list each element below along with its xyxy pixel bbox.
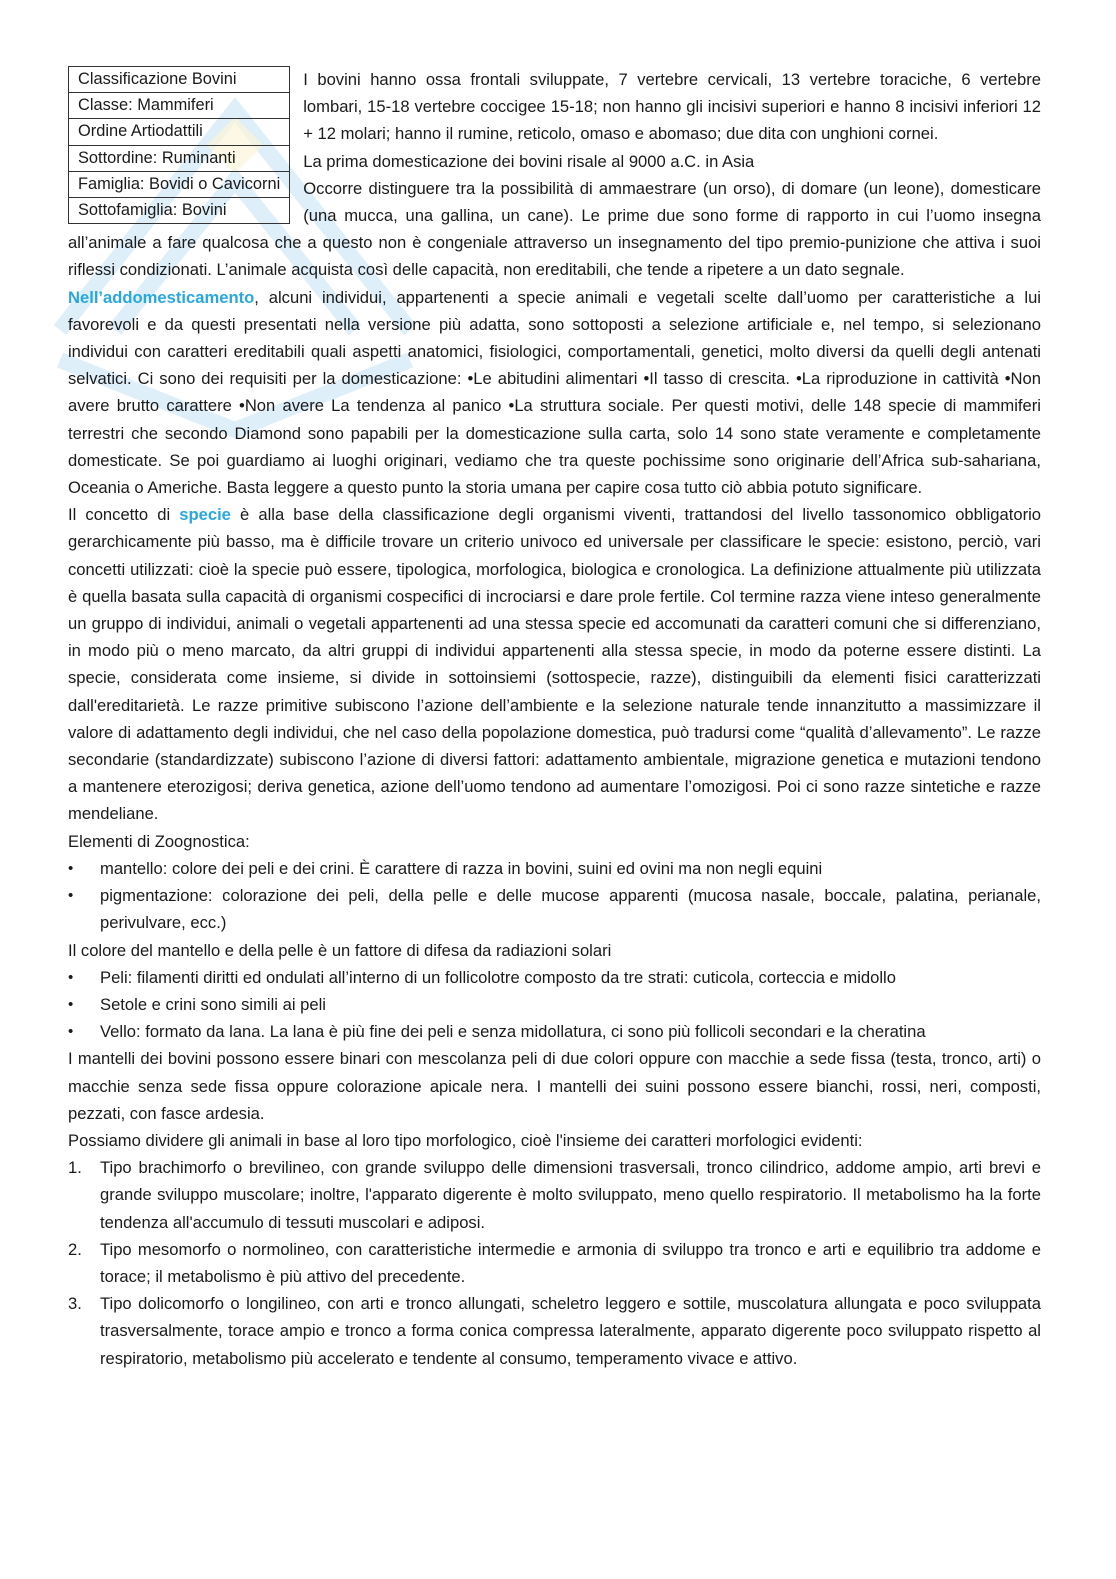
table-row: Classe: Mammiferi (69, 93, 290, 119)
table-row: Classificazione Bovini (69, 67, 290, 93)
table-row: Ordine Artiodattili (69, 119, 290, 145)
list-text: Tipo dolicomorfo o longilineo, con arti e tronco allungati, scheletro leggero e sottile, muscolatura allungata e poco sviluppata trasversalmente, torace ampio e tronco a forma conica compressa lateralmente, apparato digerente poco sviluppato rispetto al respiratorio, metabolismo più accelerato e tendente al consumo, temperamento vivace e attivo. (100, 1294, 1041, 1368)
zoognostica-list (68, 855, 1041, 937)
list-number: 3. (68, 1294, 82, 1314)
list-item: • mantello: colore dei peli e dei crini. È carattere di razza in bovini, suini ed ovini ma non negli equini (68, 855, 1041, 882)
list-item: • Vello: formato da lana. La lana è più fine dei peli e senza midollatura, ci sono più follicoli secondari e la cheratina (68, 1018, 1041, 1045)
domestication-heading: Nell’addomesticamento (68, 287, 255, 307)
zoognostica-title: Elementi di Zoognostica: (68, 831, 250, 851)
list-item: • Setole e crini sono simili ai peli (68, 991, 1041, 1018)
coat-list (68, 964, 1041, 1046)
morphology-intro: Possiamo dividere gli animali in base al loro tipo morfologico, cioè l'insieme dei caratteri morfologici evidenti: (68, 1130, 863, 1150)
species-text: è alla base della classificazione degli organismi viventi, trattandosi del livello tassonomico obbligatorio gerarchicamente più basso, ma è difficile trovare un criterio univoco ed universale per classificare le specie: esistono, perciò, vari concetti utilizzati: cioè la specie può essere, tipologica, morfologica, biologica e cronologica. La definizione attualmente più utilizzata è quella basata sulla capacità di organismi cospecifici di incrociarsi e dare prole fertile. Col termine razza viene inteso generalmente un gruppo di individui, animali o vegetali appartenenti ad una stessa specie ed accomunati da caratteri comuni che si differenziano, in modo più o meno marcato, da altri gruppi di individui appartenenti alla stessa specie, in modo da poterne essere distinti. La specie, considerata come insieme, si divide in sottoinsiemi (sottospecie, razze), distinguibili da elementi fisici caratterizzati dall'ereditarietà. Le razze primitive subiscono l’azione dell’ambiente e la selezione naturale tende innanzitutto a massimizzare il valore di adattamento degli individui, che nel caso della popolazione domestica, può tradursi come “qualità d’allevamento”. Le razze secondarie (standardizzate) subiscono l’azione di diversi fattori: adattamento ambientale, migrazione genetica e mutazioni tendono a mantenere eterozigosi; deriva genetica, azione dell’uomo tendono ad aumentare l’omozigosi. Poi ci sono razze sintetiche e razze mendeliane. (68, 505, 1042, 824)
list-text: Tipo mesomorfo o normolineo, con caratteristiche intermedie e armonia di sviluppo tra tronco e arti e equilibrio tra addome e torace; il metabolismo è più attivo del precedente. (100, 1239, 1041, 1286)
domestication-text: , alcuni individui, appartenenti a specie animali e vegetali scelte dall’uomo per caratteristiche a lui favorevoli e da questi presentati nella versione più adatta, sono sottoposti a selezione artificiale e, nel tempo, si selezionano individui con caratteri ereditabili quali aspetti anatomici, fisiologici, comportamentali, genetici, molto diversi da quelli degli antenati selvatici. Ci sono dei requisiti per la domesticazione: •Le abitudini alimentari •Il tasso di crescita. •La riproduzione in cattività •Non avere brutto carattere •Non avere La tendenza al panico •La struttura sociale. Per questi motivi, delle 148 specie di mammiferi terrestri che secondo Diamond sono papabili per la domesticazione sulla carta, solo 14 sono state veramente e completamente domesticate. Se poi guardiamo ai luoghi originari, vediamo che tra queste pochissime sono originarie dell’Africa sub-sahariana, Oceania o Americhe. Basta leggere a questo punto la storia umana per capire cosa tutto ciò abbia potuto significare. (68, 287, 1041, 498)
anatomy-paragraph: I bovini hanno ossa frontali sviluppate, 7 vertebre cervicali, 13 vertebre toraciche, 6 vertebre lombari, 15-18 vertebre coccigee 15-18; non hanno gli incisivi superiori e hanno 8 incisivi inferiori 12 + 12 molari; hanno il rumine, reticolo, omaso e abomaso; due dita con unghioni cornei. (303, 70, 1041, 144)
species-paragraph (68, 501, 1041, 827)
morphology-list (68, 1154, 1041, 1372)
list-text: Tipo brachimorfo o brevilineo, con grande sviluppo delle dimensioni trasversali, tronco cilindrico, addome ampio, arti brevi e grande sviluppo muscolare; inoltre, l'apparato digerente è molto sviluppato, meno quello respiratorio. Il metabolismo ha la forte tendenza all'accumulo di tessuti muscolari e adiposi. (100, 1158, 1041, 1232)
list-number: 2. (68, 1239, 82, 1259)
list-item: • Peli: filamenti diritti ed ondulati all’interno di un follicolotre composto da tre strati: cuticola, corteccia e midollo (68, 964, 1041, 991)
classification-table (68, 66, 290, 224)
list-item: • pigmentazione: colorazione dei peli, della pelle e delle mucose apparenti (mucosa nasale, boccale, palatina, perianale, perivulvare, ecc.) (68, 882, 1041, 936)
coat-intro: Il colore del mantello e della pelle è un fattore di difesa da radiazioni solari (68, 940, 612, 960)
table-row: Sottordine: Ruminanti (69, 145, 290, 171)
domestication-paragraph (68, 284, 1041, 502)
first-domestication-line: La prima domesticazione dei bovini risale al 9000 a.C. in Asia (303, 151, 755, 171)
species-heading: specie (179, 505, 231, 525)
list-item (68, 1290, 1041, 1372)
species-prefix: Il concetto di (68, 505, 180, 525)
table-row: Sottofamiglia: Bovini (69, 197, 290, 223)
document-page (68, 66, 1041, 1372)
table-row: Famiglia: Bovidi o Cavicorni (69, 171, 290, 197)
list-number: 1. (68, 1158, 82, 1178)
list-item (68, 1154, 1041, 1236)
distinguish-paragraph: Occorre distinguere tra la possibilità di ammaestrare (un orso), di domare (un leone), domesticare (una mucca, una gallina, un cane). Le prime due sono forme di rapporto in cui l’uomo insegna all’animale a fare qualcosa che a questo non è congeniale attraverso un insegnamento del tipo premio-punizione che attiva i suoi riflessi condizionati. L’animale acquista così delle capacità, non ereditabili, che tende a ripetere a un dato segnale. (68, 178, 1041, 280)
list-item (68, 1236, 1041, 1290)
mantles-paragraph: I mantelli dei bovini possono essere binari con mescolanza peli di due colori oppure con macchie a sede fissa (testa, tronco, arti) o macchie senza sede fissa oppure colorazione apicale nera. I mantelli dei suini possono essere bianchi, rossi, neri, composti, pezzati, con fasce ardesia. (68, 1049, 1041, 1123)
